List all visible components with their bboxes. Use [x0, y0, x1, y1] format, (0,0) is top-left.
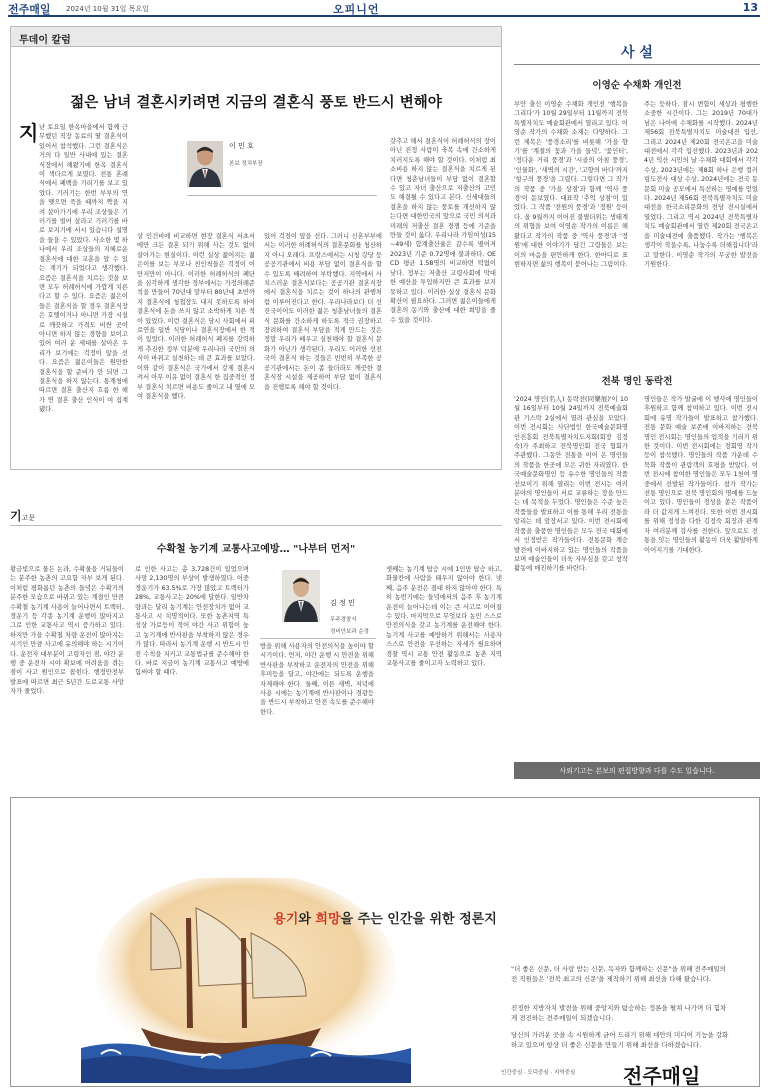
contribution-col1 [10, 565, 124, 698]
paragraph: 난 토요일 한옥마을에서 함께 근무했던 직장 동료의 딸 결혼식이 있어서 참석했다. 그런 결혼식은 거의 다 일반 사내에 있는 결혼식장에서 해왔기에 한옥 결혼식이 색다르게 보였다. 전통 혼례식에서 폐백을 기리기를 보고 있었다. 기러기는 한번 부부의 연을 맺으면 죽을 때까지 짝을 지켜 살아가기에 우리 조상들은 기러기를 빌어 살라고 기러기를 바로 보지기에 서시 있습니다 설명을 들을 수 있었다. 사소한 몇 하나에서 우리 조상들의 지혜로운 결혼식에 대한 교훈을 알 수 있는 계기가 되었다고 생각했다. 요즘은 결혼식을 치르는 것을 보면 모두 허례허식에 가깝게 치른다고 할 수 있다. 요즘은 젊은이들은 결혼식을 할 경우 결혼식장은 호텔이거나 아니면 가장 시설로 깨끗하고 가격도 비싼 곳이 아니면 하지 않는 경향을 보이고 있어 여러 운 세대를 살아온 우리가 보기에는 걱정이 앞을 선다. 요즘은 젊은이들은 원만한 결혼식을 할 준비가 안 되면 그 결혼식을 하지 않는다. 통계청에 따르면 결혼 출산지 흐름 한 해가 연 결혼 출산 인식이 여 집계됐다. [39, 124, 128, 414]
paragraph: 로 인한 사고는 총 3,728건이 있었으며 사망 2,130명의 부상이 발생하였다. 이중 경운기가 63.5%로 가장 많았고 트랙터가 28%, 교통사고는 20%에 달한다. 일반차량과는 달리 농기계는 안전장치가 없어 교통사고 시 치명적이다. 또한 농촌지역 특성상 가로등이 적어 야간 사고 위험이 높고 농기계에 반사판을 부착하지 않은 경우가 많다. 따라서 농기계 운행 시 반드시 안전 수칙을 지키고 교통법규를 준수해야 한다. 바로 지금이 농기계 교통사고 예방에 힘써야 할 때다. [135, 566, 249, 677]
brand-name: 전주매일 [8, 3, 51, 16]
paragraph: 셋째는 농기계 탑승 시에 1인만 탑승 하고, 화물칸에 사람을 태우지 않아야 한다. 넷째, 음주 운전은 절대 하지 않아야 한다. 특히 농번기에는 들녘에서의 음주 후 농기계 운전이 늘어나는데 이는 큰 사고로 이어질 수 있다. 마지막으로 무엇보다 농민 스스로 안전의식을 갖고 농기계를 운전해야 한다. 농기계 사고를 예방하기 위해서는 사용자 스스로 안전을 우선하는 자세가 필요하며 경찰 역시 교통 안전 활동으로 농촌 지역 교통사고를 줄이고자 노력하고 있다. [386, 566, 502, 668]
headline-word-courage: 용기 [273, 912, 299, 927]
issue-date: 2024년 10월 31일 목요일 [66, 5, 149, 13]
contribution-label [10, 507, 35, 524]
author-affiliation: 무주경찰서 [330, 617, 357, 623]
today-text-col4 [390, 137, 496, 326]
label-small: 고문 [21, 514, 36, 522]
author-name: 김 정 민 [330, 599, 355, 607]
paragraph: 상 인건비에 비교하면 현장 결혼식 서초서에만 크든 결혼 되기 위해 사는 것도 없이 살아가는 현실이다. 이런 실상 젊어지는 젊은이를 보는 부모나 친인척들은 걱정이 이만저만이 아니다. 이러한 허례허식의 폐단을 심각하게 생각한 정부에서는 가정의례준칙을 만들어 70년대 말부터 80년대 초반까지 결혼식에 청첩장도 내지 못하도록 하여 결혼식에 돈을 쓰지 않고 소박하게 치른 적이 있었다. 이런 결혼식은 당시 사회에서 피로연을 일반 식당이나 결혼식장에서 한 적이 있었다. 이러한 허례허식 폐지를 강력하게 추진한 정부 덕분에 우리나라 국민의 의식이 바뀌고 실천하는 데 큰 효과를 보았다. 이와 같이 결혼식은 국가에서 강제 결혼시켜서 아무 이유 없이 결혼식 한 집중적인 정부 결혼식 치르면 비용도 줄이고 내 옆에 모여 결혼식을 했다. [137, 233, 255, 400]
drop-cap: 지 [19, 121, 39, 145]
editorial-heading: 사 설 [621, 45, 653, 61]
editorial-2-col1 [514, 395, 628, 575]
divider [514, 64, 760, 65]
editorial-2-col2 [644, 395, 758, 556]
contribution-col3 [260, 642, 374, 718]
person-icon [282, 570, 320, 622]
today-text-col2 [137, 232, 255, 402]
paragraph: 갖추고 해서 결혼식이 허례허식의 장이 아닌 진정 사람이 축복 속에 간소하게 치러지도록 해야 할 것이다. 이처럼 최소비용 하지 않는 결혼식을 치르게 된다면 청춘남녀들이 부담 없이 결혼할 수 있고 자녀 출산으로 저출산의 고민도 해결될 수 있다고 본다. 신세대들의 결혼을 하지 않는 풍토를 개선하지 않는다면 대한민국의 앞으로 국민 의식과 미래의 저출산 결혼 경쟁 등에 기준을 만들 것이 옳다. 우리나라 가임여성(15~49세) 합계출산율은 갈수록 떨어져 2023년 기준 0.72명에 불과하다. OECD 평균 1.58명의 비교하면 턱없이 낮다. 정부는 저출산 고령사회에 막대한 예산을 투입하지만 큰 효과를 보지 못하고 있다. 이러한 실상 결혼식 문화 확산이 필요하다. 그러면 젊은이들에게 결혼의 동기와 출산에 대한 희망을 줄 수 있을 것이다. [390, 138, 496, 324]
author-role: 경비안보과 순경 [330, 629, 369, 635]
contribution-col4 [386, 565, 502, 669]
section-name: 오피니언 [333, 3, 380, 16]
paragraph: 황금빛으로 물든 논과, 수확물을 거둬들이는 분주한 농촌의 고요함 자부 보게 된다. 이처럼 평화롭던 농촌의 들녘은 수확기의 분주한 모습으로 바뀌고 있는 계절인 만큼 수확철 농기계 사용이 늘어나면서 트랙터, 경운기 등 각종 농기계 운행이 많아지고 그로 인한 교통사고 역시 증가하고 있다. 하지만 가을 수확철 차량 운전이 많아지는 시기인 만큼 사고에 유의해야 하는 시기이다. 운전자 대부분이 고령자인 점, 야간 운행 중 운전자 시야 확보에 어려움을 겪는 점이 사고 원인으로 꼽힌다. 행정안전부 발표에 따르면 최근 5년간 도로교통 사망자가 줄었다. [10, 566, 124, 696]
editorial-1-col1 [514, 100, 628, 270]
paragraph: 부안 출신 이영순 수채화 개인전 '행복을 그리다'가 10월 29일부터 11월까지 전북특별자치도 예술회관에서 열리고 있다. 이영순 작가의 수채화 소재는 다양하다. 그런 제목은 '풍경소리'를 비롯해 '가을 향기'를 '계절의 꽃과 가을 들녘', '꽃인터', '정다운 거리 풍경'과 '시골의 아침 풍경', '인물화', '새벽의 시간', '고향의 바다'까지 '항구의 풍경'을 그렸다. 그렇다면 그 작가의 작품 중 '가을 상점'과 함께 '역사 풍경'이 돋보였다. 대표작 '추억 상점'이 있었다. 그 작품 '전원의 풍경'과 '정원' 등이다. 올 9월까지 이어진 불볕더위는 생태계의 위협을 보여 이영순 작가의 이름은 해왔다고 작가의 작품 중 '역사 풍경'과 '정원'에 대한 이야기가 담긴 그림들은 보는 이의 마음을 편안하게 한다. 한마디로 표현하자면 삶의 행복이 묻어나는 그림이다. [514, 101, 628, 268]
paragraph: 명인들은 작가 발굴에 이 행사에 명인들이 후원하고 함께 참여하고 있다. 이번 전시회에 유명 작가들이 발표하고 참가했다. 전통 문화 예술 보존에 이바지하는 전북 명인 전시회는 명인들의 업적을 기리기 위한 것이다. 이번 전시회에는 정회영 작가 등이 참석했다. 명인들의 작품 가운데 수묵화 작품이 관람객의 호평을 받았다. 이번 전시에 참여한 명인들은 모두 1천여 명 중에서 선발된 작가들이다. 참가 작가는 전통 명인으로 전북 명인회의 명예를 드높이고 있다. 명인들이 정성을 쏟은 작품이라 더 값지게 느껴진다. 또한 이번 전시회를 위해 정성을 다한 김정숙 회장과 관계자 여러분께 감사를 전한다. 앞으로도 전통을 잇는 명인들의 활동이 더욱 활발하게 이어지기를 기대한다. [644, 396, 758, 554]
editorial-2-title: 전북 명인 동락전 [601, 376, 673, 387]
divider [187, 195, 377, 196]
author-photo [282, 570, 320, 622]
contribution-headline: 수확철 농기계 교통사고예방… "나부터 먼저" [156, 544, 356, 555]
page-number: 13 [742, 1, 758, 14]
ad-paragraph: 당신의 가려운 곳을 속 시원하게 긁어 드리기 위해 대안의 미디어 기능을 강화하고 있으며 항상 더 좋은 신문을 만들기 위해 최선을 다하겠습니다. [511, 1031, 729, 1049]
today-headline: 젊은 남녀 결혼시키려면 지금의 결혼식 풍토 반드시 변해야 [70, 95, 442, 111]
disclaimer-banner: 사외기고는 본보의 편집방향과 다를 수도 있습니다. [514, 762, 760, 779]
ad-headline [11, 908, 759, 927]
newspaper-logo: 전주매일 [623, 1064, 701, 1088]
editorial-1-title: 이영순 수채화 개인전 [592, 80, 682, 91]
today-text-col3 [264, 232, 382, 393]
editorial-1-col2 [644, 100, 758, 270]
ad-paragraph: 진정한 지방자치 발전을 위해 중앙지와 탐승하는 정론을 펼쳐 나가며 더 힘차게 전진하는 전주매일이 되겠습니다. [511, 1004, 727, 1022]
paragraph: 주는 듯하다. 잠시 변함이 세상과 평행한 소중한 시간이다. 그는 2019년 70대가 넘은 나이에 수채화를 시작했다. 2024년 제56회 전북특별자치도 미술대전 입선, 그리고 2024년 제20회 전국온고을 미술대전에서 각각 입선했다. 2023년과 2024년 익산 시민의 날 수채화 대회에서 각각 수상, 2023년에는 제8회 하나 은행 컬러링도전사 대상 수상, 2024년에는 전국 동문회 미술 공모에서 특선하는 영예를 얻었다. 2024년 제56회 전북특별자치도 미술대전을 한국소리문화의 전당 전시실에서 열었다. 그리고 역시 2024년 전북특별자치도 예술회관에서 열린 제20회 전국온고을 미술대전에 출품했다. 작가는 '행복은 생각이 작을수록, 나눔수록 더해집니다'라고 말한다. 이영순 작가의 무궁한 발전을 기원한다. [644, 101, 758, 268]
today-column [10, 26, 502, 470]
advertisement [10, 797, 760, 1087]
headline-rest: 을 주는 인간을 위한 정론지 [340, 912, 497, 927]
divider [260, 638, 376, 639]
divider [10, 525, 502, 526]
column-label: 투데이 칼럼 [11, 27, 501, 47]
paragraph: '2024 명인(名人) 동락전(同樂展)'이 10월 16일부터 10월 24일까지 전북예술회관 기스락 2실에서 열려 관심을 모았다. 이번 전시회는 사단법인 한국예술문화명인진흥회 전북특별자치도지회(회장 김정숙)가 주최하고 전북명인회 전국 협회가 주관했다. 그동안 전통을 이어 온 명인들의 작품을 한곳에 모은 귀한 자리였다. 한국예술문화명인 등 유수한 명인들의 작품 선보이기 위해 열리는 이번 전시는 여러 분야의 명인들이 서로 교류하는 장을 만드는 데 목적을 두었다. 명인들은 수준 높은 작품들을 발표하고 이를 통해 우리 전통을 알리는 데 앞장서고 있다. 이번 전시회에 작품을 출품한 명인들은 모두 전국 대회에서 인정받은 작가들이다. 전통문화 계승 발전에 이바지하고 있는 명인들의 작품을 보며 예술인들이 더욱 자부심을 갖고 창작 활동에 매진하기를 바란다. [514, 396, 628, 573]
page-header [8, 0, 760, 17]
contribution-col2 [135, 565, 249, 679]
headline-word-hope: 희망 [315, 912, 341, 927]
author-photo [187, 141, 223, 187]
author-role: 본보 정치부장 [229, 161, 263, 167]
paragraph: 있어 걱정이 앞을 선다. 그러니 신혼부부에서는 이러한 허례허식의 결혼문화를 청산하지 아니 오래다. 프랑스에서는 시청 강당 등 공공기관에서 비용 부담 없이 결혼식을 할 수 있도록 배려하여 부탁했다. 지역에서 사치스러운 결혼식보다는 공공기관 결혼식장에서 결혼식을 치르는 것이 하나의 관행처럼 이루어진다고 한다. 우리나라보다 더 선진국이어도 이러한 젊은 청춘남녀들의 결혼식 문화를 간소하게 하도록 적극 권장하고 장려하여 결혼식 부담을 적게 만드는 것은 정말 우리가 배우고 실천해야 할 결혼식 문화가 아닌가 생각된다. 우리도 이러한 선진국이 결혼식 하는 것들은 빈번히 부족한 공공기관에서는 돈이 좀 들더라도 깨끗한 결혼식장 시설을 제공하여 부담 없이 결혼식을 진행토록 해야 할 것이다. [264, 233, 382, 391]
author-name: 이 민 호 [229, 142, 254, 150]
person-icon [187, 141, 223, 187]
ad-paragraph: "더 좋은 신문, 더 사랑 받는 신문, 독자와 함께하는 신문"을 위해 전주매일의 전 직원들은 '전북 최고의 신문'을 제작하기 위해 최선을 다해 왔습니다. [511, 965, 726, 983]
headline-connector: 와 [298, 912, 316, 927]
ad-tagline: 인간중심 · 도덕중심 · 지역중심 [501, 1070, 576, 1076]
label-big: 기 [10, 509, 22, 523]
today-text-col1 [19, 123, 128, 416]
paragraph: 방을 위해 사용자의 안전의식을 높이야 할 시기이다. 먼저, 야간 운행 시 안전을 위해 반사판을 부착하고 운전자의 안전을 위해 후미등을 달고, 야간에는 되도록 운행을 자제해야 한다. 둘째, 이른 새벽, 저녁에 사용 시에는 농기계에 반사판이나 경광등을 반드시 부착하고 안전 속도를 준수해야 한다. [260, 643, 374, 716]
